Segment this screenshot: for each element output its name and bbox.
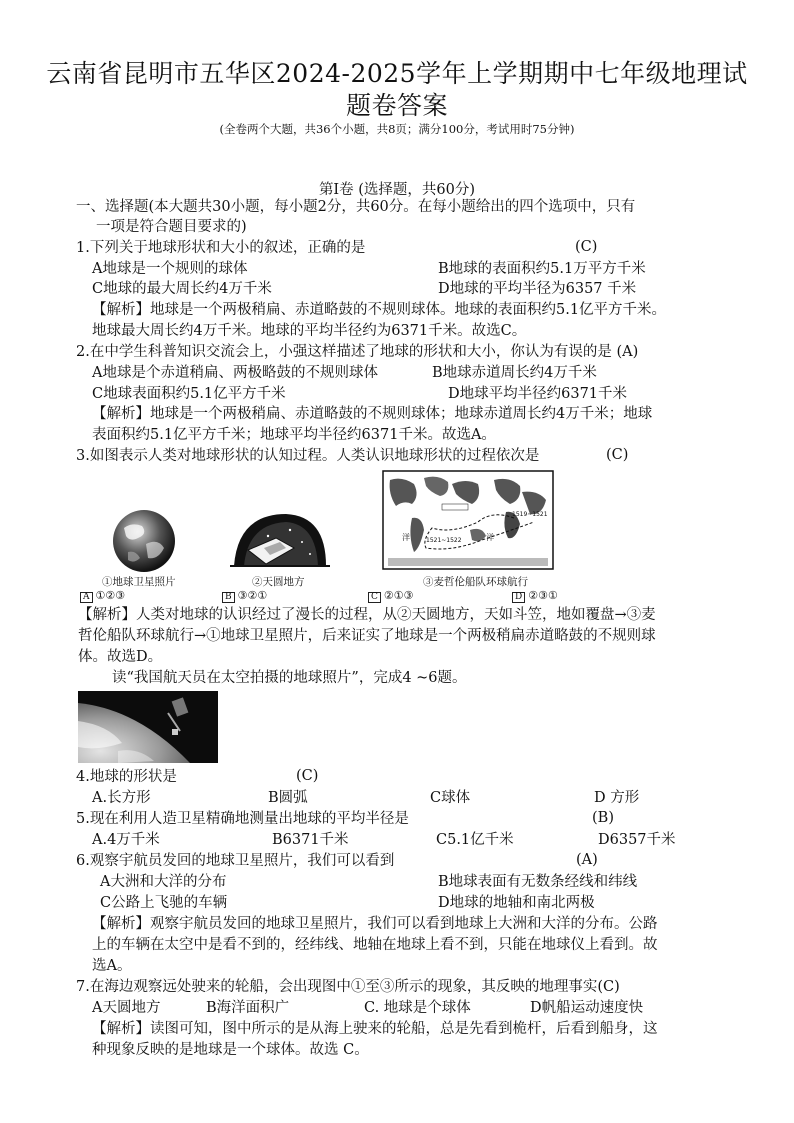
q3-explanation-cont: 哲伦船队环球航行→①地球卫星照片，后来证实了地球是一个两极稍扁赤道略鼓的不规则球	[78, 628, 656, 644]
q7-explanation-cont: 种现象反映的是地球是一个球体。故选 C。	[92, 1042, 369, 1058]
document-title-line1: 云南省昆明市五华区2024-2025学年上学期期中七年级地理试	[46, 59, 748, 88]
q1-explanation-cont: 地球最大周长约4万千米。地球的平均半径约为6371千米。故选C。	[92, 323, 527, 339]
q1-option-a: A地球是一个规则的球体	[92, 261, 248, 277]
astronaut-earth-photo	[78, 691, 218, 763]
q3-option-b: B ③②①	[222, 589, 267, 603]
q6-option-b: B地球表面有无数条经线和纬线	[438, 874, 638, 890]
q1-explanation: 【解析】地球是一个两极稍扁、赤道略鼓的不规则球体。地球的表面积约5.1亿平方千米。	[92, 302, 667, 318]
q3-explanation: 【解析】人类对地球的认识经过了漫长的过程，从②天圆地方，天如斗笠，地如覆盘→③麦	[78, 607, 656, 623]
q2-option-d: D地球平均半径约6371千米	[448, 386, 628, 402]
q2-stem: 2.在中学生科普知识交流会上，小强这样描述了地球的形状和大小，你认为有误的是 (A)	[76, 344, 639, 360]
map-label-1519: 1519~1521	[512, 511, 548, 518]
q3-option-a: A ①②③	[80, 589, 125, 603]
q1-stem: 1.下列关于地球形状和大小的叙述，正确的是	[76, 240, 366, 256]
q5-option-b: B6371千米	[272, 832, 349, 848]
figure-caption-1: ①地球卫星照片	[102, 576, 176, 588]
q2-option-c: C地球表面积约5.1亿平方千米	[92, 386, 286, 402]
map-label-ocean-1: 洋	[402, 533, 410, 542]
q4-option-a: A.长方形	[92, 790, 151, 806]
q3-option-c: C ②①③	[368, 589, 413, 603]
q3-stem: 3.如图表示人类对地球形状的认知过程。人类认识地球形状的过程依次是	[76, 448, 540, 464]
q1-answer: (C)	[575, 239, 598, 255]
q4-answer: (C)	[296, 768, 319, 784]
q3-option-d: D ②③①	[512, 589, 558, 603]
q5-stem: 5.现在利用人造卫星精确地测量出地球的平均半径是	[76, 811, 409, 827]
q5-option-c: C5.1亿千米	[436, 832, 514, 848]
reading-instruction: 读“我国航天员在太空拍摄的地球照片”，完成4 ~6题。	[112, 670, 467, 686]
q5-option-d: D6357千米	[598, 832, 676, 848]
map-label-ocean-2: 洋	[486, 533, 494, 542]
q7-option-c: C. 地球是个球体	[364, 1000, 471, 1016]
q7-option-d: D帆船运动速度快	[530, 1000, 644, 1016]
figure-caption-2: ②天圆地方	[252, 576, 305, 588]
q6-explanation-end: 选A。	[92, 958, 132, 974]
q6-option-c: C公路上飞驰的车辆	[100, 895, 228, 911]
q6-explanation: 【解析】观察宇航员发回的地球卫星照片，我们可以看到地球上大洲和大洋的分布。公路	[92, 916, 658, 932]
earth-satellite-photo	[108, 508, 180, 574]
q3-answer: (C)	[606, 447, 629, 463]
q1-option-d: D地球的平均半径为6357 千米	[438, 281, 637, 297]
q4-option-b: B圆弧	[268, 790, 308, 806]
q6-option-d: D地球的地轴和南北两极	[438, 895, 595, 911]
q4-option-c: C球体	[430, 790, 471, 806]
q6-answer: (A)	[576, 852, 598, 868]
q3-explanation-end: 体。故选D。	[78, 649, 163, 665]
heaven-round-earth-square-figure	[228, 508, 332, 572]
q7-option-b: B海洋面积广	[206, 1000, 290, 1016]
q7-stem: 7.在海边观察远处驶来的轮船，会出现图中①至③所示的现象，其反映的地理事实(C)	[76, 979, 620, 995]
magellan-voyage-map	[382, 470, 554, 570]
section-instruction: 一、选择题(本大题共30小题，每小题2分，共60分。在每小题给出的四个选项中，只有	[76, 199, 636, 215]
q2-option-b: B地球赤道周长约4万千米	[432, 365, 597, 381]
q7-explanation: 【解析】读图可知，图中所示的是从海上驶来的轮船，总是先看到桅杆，后看到船身，这	[92, 1021, 658, 1037]
q5-answer: (B)	[592, 810, 614, 826]
q5-option-a: A.4万千米	[92, 832, 160, 848]
q4-stem: 4.地球的形状是	[76, 769, 177, 785]
q1-option-c: C地球的最大周长约4万千米	[92, 281, 272, 297]
q6-stem: 6.观察宇航员发回的地球卫星照片，我们可以看到	[76, 853, 395, 869]
section-title: 第Ⅰ卷 (选择题，共60分)	[318, 182, 476, 198]
document-subtitle: (全卷两个大题，共36个小题，共8页；满分100分，考试用时75分钟)	[219, 122, 575, 136]
q6-explanation-cont: 上的车辆在太空中是看不到的，经纬线、地轴在地球上看不到，只能在地球仪上看到。故	[92, 937, 658, 953]
q7-option-a: A天圆地方	[92, 1000, 161, 1016]
figure-caption-3: ③麦哲伦船队环球航行	[423, 576, 528, 588]
q6-option-a: A大洲和大洋的分布	[100, 874, 227, 890]
q2-explanation-cont: 表面积约5.1亿平方千米；地球平均半径约6371千米。故选A。	[92, 427, 496, 443]
document-title-line2: 题卷答案	[345, 91, 448, 120]
q2-option-a: A地球是个赤道稍扁、两极略鼓的不规则球体	[92, 365, 378, 381]
section-instruction-cont: 一项是符合题目要求的)	[96, 219, 247, 235]
map-label-1521: 1521~1522	[426, 537, 462, 544]
q1-option-b: B地球的表面积约5.1万平方千米	[438, 261, 646, 277]
q4-option-d: D 方形	[594, 790, 640, 806]
q2-explanation: 【解析】地球是一个两极稍扁、赤道略鼓的不规则球体；地球赤道周长约4万千米；地球	[92, 406, 653, 422]
